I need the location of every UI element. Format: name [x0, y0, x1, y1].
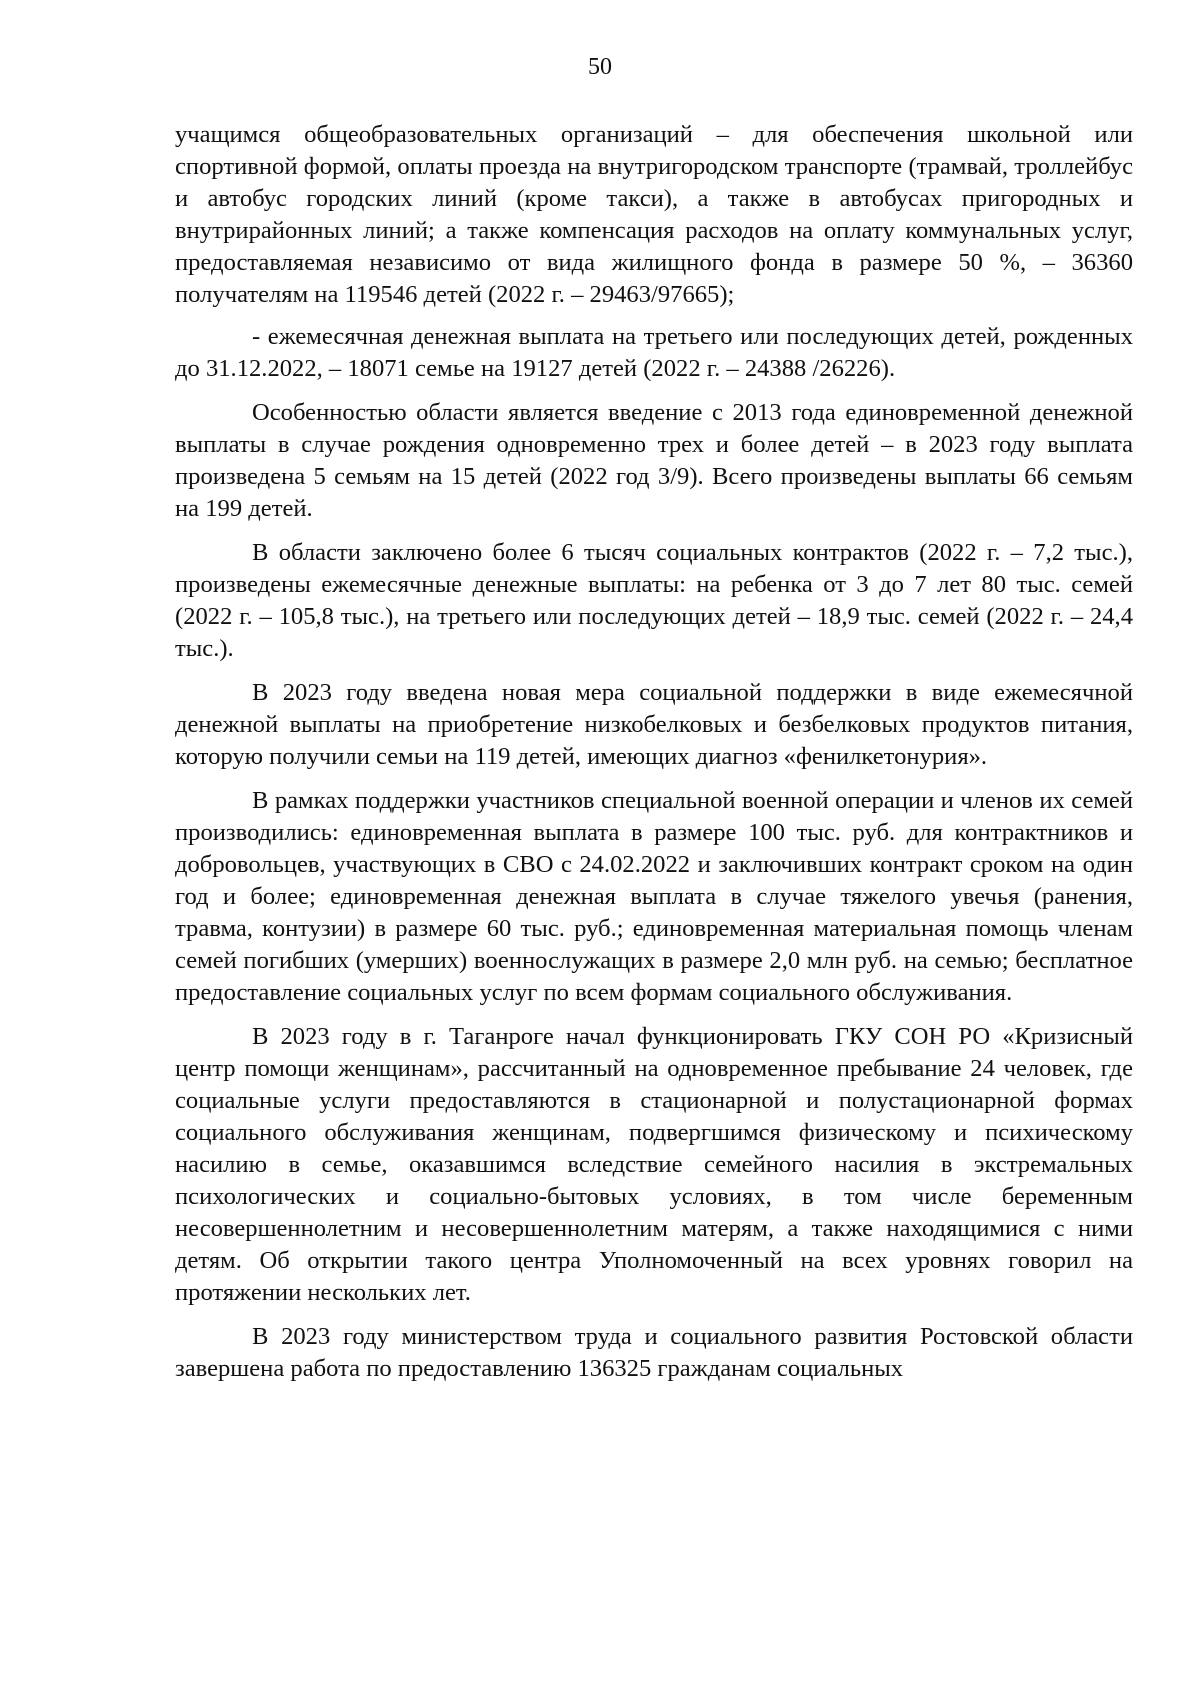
paragraph-region-feature: Особенностью области является введение с 2013 года единовременной денежной выплаты в случае рождения одновременно трех и более детей – в 2023 году выплата произведена 5 семьям на 15 детей (2022 год 3/9). Всего произведены выплаты 66 семьям на 199 детей.: [175, 399, 1133, 522]
document-body: [175, 119, 1133, 1397]
paragraph-continuation: учащимся общеобразовательных организаций – для обеспечения школьной или спортивной формой, оплаты проезда на внутригородском транспорте (трамвай, троллейбус и автобус городских линий (кроме такси), а также в автобусах пригородных и внутрирайонных линий; а также компенсация расходов на оплату коммунальных услуг, предоставляемая независимо от вида жилищного фонда в размере 50 %, – 36360 получателям на 119546 детей (2022 г. – 29463/97665);: [175, 121, 1133, 308]
paragraph-new-support-measure: В 2023 году введена новая мера социальной поддержки в виде ежемесячной денежной выплаты на приобретение низкобелковых и безбелковых продуктов питания, которую получили семьи на 119 детей, имеющих диагноз «фенилкетонурия».: [175, 679, 1133, 770]
paragraph-social-contracts: В области заключено более 6 тысяч социальных контрактов (2022 г. – 7,2 тыс.), произведены ежемесячные денежные выплаты: на ребенка от 3 до 7 лет 80 тыс. семей (2022 г. – 105,8 тыс.), на третьего или последующих детей – 18,9 тыс. семей (2022 г. – 24,4 тыс.).: [175, 539, 1133, 662]
page-number: 50: [588, 54, 612, 80]
paragraph-crisis-center: В 2023 году в г. Таганроге начал функционировать ГКУ СОН РО «Кризисный центр помощи женщинам», рассчитанный на одновременное пребывание 24 человек, где социальные услуги предоставляются в стационарной и полустационарной формах социального обслуживания женщинам, подвергшимся физическому и психическому насилию в семье, оказавшимся вследствие семейного насилия в экстремальных психологических и социально-бытовых условиях, в том числе беременным несовершеннолетним и несовершеннолетним матерям, а также находящимися с ними детям. Об открытии такого центра Уполномоченный на всех уровнях говорил на протяжении нескольких лет.: [175, 1023, 1133, 1306]
paragraph-monthly-payment: - ежемесячная денежная выплата на третьего или последующих детей, рожденных до 31.12.2022, – 18071 семье на 19127 детей (2022 г. – 24388 /26226).: [175, 323, 1133, 382]
paragraph-svo-support: В рамках поддержки участников специальной военной операции и членов их семей производились: единовременная выплата в размере 100 тыс. руб. для контрактников и добровольцев, участвующих в СВО с 24.02.2022 и заключивших контракт сроком на один год и более; единовременная денежная выплата в случае тяжелого увечья (ранения, травма, контузии) в размере 60 тыс. руб.; единовременная материальная помощь членам семей погибших (умерших) военнослужащих в размере 2,0 млн руб. на семью; бесплатное предоставление социальных услуг по всем формам социального обслуживания.: [175, 787, 1133, 1006]
paragraph-ministry-work: В 2023 году министерством труда и социального развития Ростовской области завершена работа по предоставлению 136325 гражданам социальных: [175, 1323, 1133, 1382]
